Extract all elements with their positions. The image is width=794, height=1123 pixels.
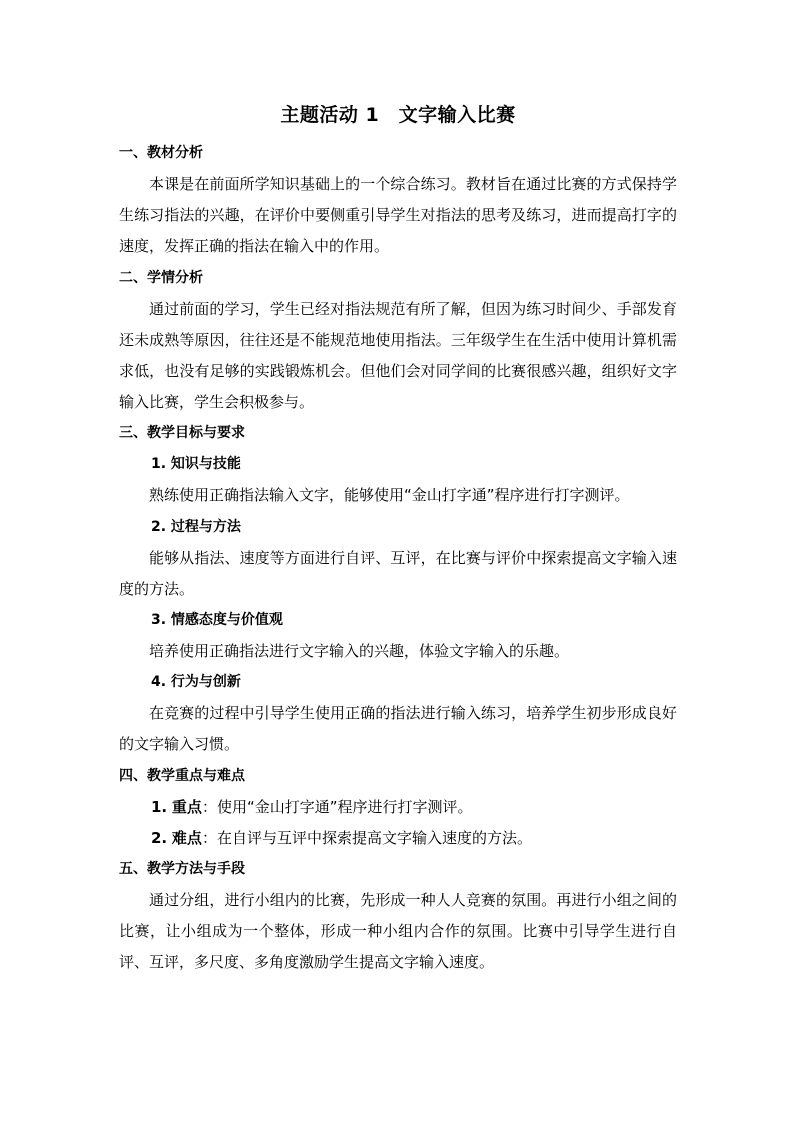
list-item-number: 2. [151, 828, 168, 847]
section-paragraph: 通过前面的学习，学生已经对指法规范有所了解，但因为练习时间少、手部发育还未成熟等原因，往往还是不能规范地使用指法。三年级学生在生活中使用计算机需求低，也没有足够的实践锻炼机会。但他们会对同学间的比赛很感兴趣，组织好文字输入比赛，学生会积极参与。 [119, 299, 677, 412]
section-teaching-methods [119, 854, 677, 979]
list-item-number: 1. [151, 797, 168, 816]
subsection-heading: 4. 行为与创新 [151, 674, 241, 691]
section-paragraph: 本课是在前面所学知识基础上的一个综合练习。教材旨在通过比赛的方式保持学生练习指法的兴趣，在评价中要侧重引导学生对指法的思考及练习，进而提高打字的速度，发挥正确的指法在输入中的作用。 [119, 175, 677, 256]
subsection-paragraph: 在竞赛的过程中引导学生使用正确的指法进行输入练习，培养学生初步形成良好的文字输入习惯。 [119, 704, 677, 754]
subsection-paragraph: 能够从指法、速度等方面进行自评、互评，在比赛与评价中探索提高文字输入速度的方法。 [119, 548, 677, 598]
section-heading: 二、学情分析 [119, 269, 203, 286]
list-item [119, 792, 677, 823]
list-item-key: 重点 [171, 797, 202, 816]
list-item-text: ：使用“金山打字通”程序进行打字测评。 [201, 797, 473, 816]
document-title: 主题活动 1 文字输入比赛 [280, 104, 516, 126]
section-heading: 四、教学重点与难点 [119, 767, 245, 784]
section-heading: 一、教材分析 [119, 145, 203, 161]
list-item-text: ：在自评与互评中探索提高文字输入速度的方法。 [201, 828, 532, 847]
subsection-paragraph: 培养使用正确指法进行文字输入的兴趣，体验文字输入的乐趣。 [149, 642, 570, 661]
section-paragraph: 通过分组，进行小组内的比赛，先形成一种人人竞赛的氛围。再进行小组之间的比赛，让小组成为一个整体，形成一种小组内合作的氛围。比赛中引导学生进行自评、互评，多尺度、多角度激励学生提高文字输入速度。 [119, 891, 677, 972]
section-textbook-analysis [119, 138, 677, 263]
list-item-key: 难点 [171, 828, 202, 847]
subsection-heading: 2. 过程与方法 [151, 518, 241, 535]
document-page [119, 100, 677, 979]
section-heading: 五、教学方法与手段 [119, 861, 245, 878]
section-key-points [119, 761, 677, 854]
section-heading: 三、教学目标与要求 [119, 425, 245, 442]
section-student-analysis [119, 263, 677, 419]
subsection-paragraph: 熟练使用正确指法输入文字，能够使用“金山打字通”程序进行打字测评。 [149, 486, 630, 505]
list-item [119, 823, 677, 854]
section-teaching-goals [119, 418, 677, 760]
subsection-heading: 1. 知识与技能 [151, 456, 241, 473]
subsection-heading: 3. 情感态度与价值观 [151, 612, 283, 629]
